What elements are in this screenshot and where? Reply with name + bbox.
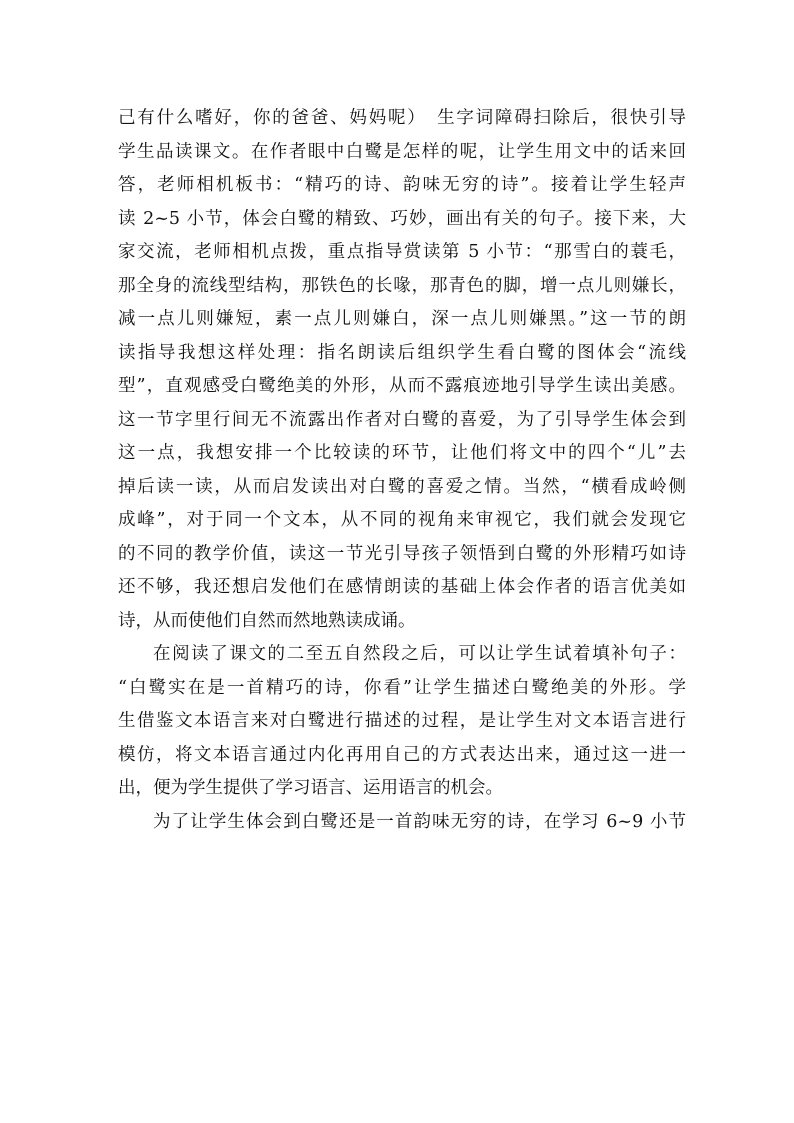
text-line: 读 2~5 小节，体会白鹭的精致、巧妙，画出有关的句子。接下来，大: [118, 208, 686, 229]
text-line: 生借鉴文本语言来对白鹭进行描述的过程，是让学生对文本语言进行: [118, 711, 686, 731]
text-line: 出，便为学生提供了学习语言、运用语言的机会。: [118, 778, 503, 798]
text-line: 模仿，将文本语言通过内化再用自己的方式表达出来，通过这一进一: [118, 744, 686, 765]
text-line: 为了让学生体会到白鹭还是一首韵味无穷的诗，在学习 6~9 小节: [153, 811, 686, 832]
text-line: 家交流，老师相机点拨，重点指导赏读第 5 小节：“那雪白的蓑毛，: [118, 242, 686, 262]
text-line: 掉后读一读，从而启发读出对白鹭的喜爱之情。当然，“横看成岭侧: [118, 476, 686, 497]
text-line: 的不同的教学价值，读这一节光引导孩子领悟到白鹭的外形精巧如诗: [118, 543, 686, 564]
text-line: 成峰”，对于同一个文本，从不同的视角来审视它，我们就会发现它: [118, 510, 686, 530]
text-line: 这一点，我想安排一个比较读的环节，让他们将文中的四个“儿”去: [118, 443, 686, 463]
text-line: 诗，从而使他们自然而然地熟读成诵。: [118, 610, 416, 631]
text-line: 读指导我想这样处理：指名朗读后组织学生看白鹭的图体会“流线: [118, 342, 686, 363]
text-line: 在阅读了课文的二至五自然段之后，可以让学生试着填补句子：: [153, 644, 686, 664]
text-line: “白鹭实在是一首精巧的诗，你看”让学生描述白鹭绝美的外形。学: [118, 677, 686, 698]
text-line: 那全身的流线型结构，那铁色的长喙，那青色的脚，增一点儿则嫌长，: [118, 275, 686, 296]
text-line: 型”，直观感受白鹭绝美的外形，从而不露痕迹地引导学生读出美感。: [118, 376, 686, 396]
text-line: 这一节字里行间无不流露出作者对白鹭的喜爱，为了引导学生体会到: [118, 409, 686, 430]
text-line: 还不够，我还想启发他们在感情朗读的基础上体会作者的语言优美如: [118, 577, 686, 597]
text-line: 己有什么嗜好，你的爸爸、妈妈呢） 生字词障碍扫除后，很快引导: [118, 108, 686, 128]
text-line: 答，老师相机板书：“精巧的诗、韵味无穷的诗”。接着让学生轻声: [118, 175, 686, 195]
text-line: 学生品读课文。在作者眼中白鹭是怎样的呢，让学生用文中的话来回: [118, 141, 686, 162]
text-line: 减一点儿则嫌短，素一点儿则嫌白，深一点儿则嫌黑。”这一节的朗: [118, 309, 686, 329]
document-body: [118, 102, 686, 839]
